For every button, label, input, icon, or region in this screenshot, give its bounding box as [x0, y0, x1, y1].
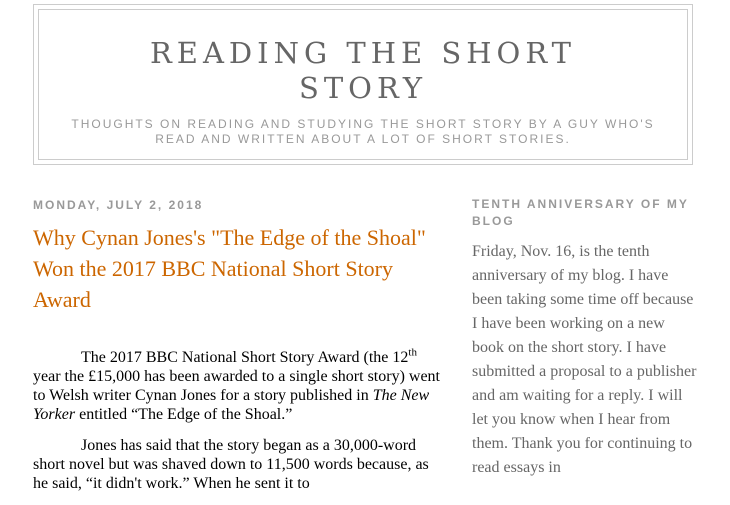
sidebar-text: Friday, Nov. 16, is the tenth anniversary of my blog. I have been taking some time off because I have been working on a new book on the short story. I have submitted a proposal to a publisher and am waiting for a reply. I will let you know when I hear from them. Thank you for continuing to read essays in — [472, 243, 697, 476]
blog-header — [33, 4, 693, 165]
post-title[interactable]: Why Cynan Jones's "The Edge of the Shoal" Won the 2017 BBC National Short Story Award — [33, 225, 426, 312]
post-paragraph — [33, 348, 443, 424]
post-text: The 2017 BBC National Short Story Award (the 12 — [81, 349, 409, 366]
ordinal-suffix: th — [408, 346, 417, 359]
post-paragraph: Jones has said that the story began as a 30,000-word short novel but was shaved down to 11,500 words because, as he said, “it didn't work.” When he sent it to — [33, 437, 429, 492]
post-text: year the £15,000 has been awarded to a single short story) went to Welsh writer Cynan Jones for a story published in — [33, 368, 440, 404]
blog-title[interactable]: READING THE SHORT STORY — [149, 36, 577, 105]
blog-description: THOUGHTS ON READING AND STUDYING THE SHORT STORY BY A GUY WHO'S READ AND WRITTEN ABOUT A LOT OF SHORT STORIES. — [71, 117, 655, 146]
post-body — [33, 348, 443, 493]
sidebar — [472, 196, 697, 480]
post-date: MONDAY, JULY 2, 2018 — [33, 198, 204, 212]
publication-name: The New Yorker — [33, 387, 430, 423]
sidebar-heading: TENTH ANNIVERSARY OF MY BLOG — [472, 197, 689, 228]
blog-header-inner — [38, 9, 688, 160]
post-text: entitled “The Edge of the Shoal.” — [75, 406, 293, 423]
main-column — [33, 196, 443, 505]
